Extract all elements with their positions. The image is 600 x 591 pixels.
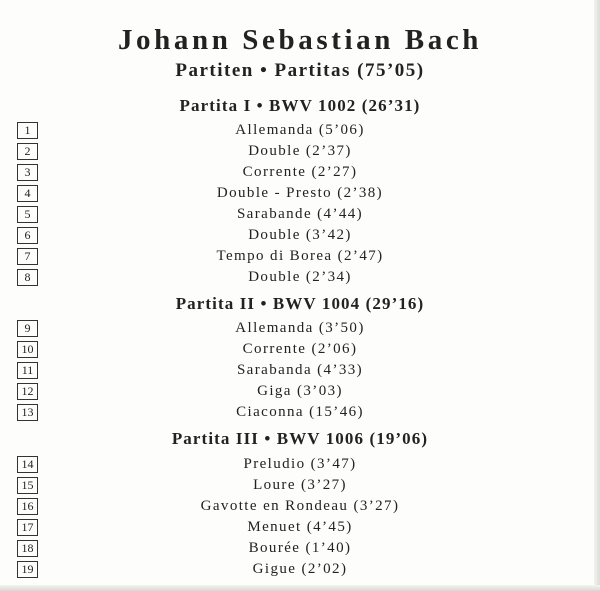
track-number: 9 <box>17 320 38 337</box>
track-row <box>0 496 600 517</box>
track-row <box>0 381 600 402</box>
section-heading: Partita I • BWV 1002 (26’31) <box>179 96 421 115</box>
track-number: 16 <box>17 498 38 515</box>
track-number: 5 <box>17 206 38 223</box>
composer-title: Johann Sebastian Bach <box>117 24 483 56</box>
track-title: Corrente (2’06) <box>242 341 358 357</box>
track-number: 11 <box>17 362 38 379</box>
track-title: Loure (3’27) <box>253 477 347 493</box>
track-number: 18 <box>17 540 38 557</box>
track-title: Tempo di Borea (2’47) <box>216 248 384 264</box>
track-row <box>0 204 600 225</box>
track-row <box>0 454 600 475</box>
track-number: 7 <box>17 248 38 265</box>
page-bottom-shadow <box>0 585 600 591</box>
track-number: 4 <box>17 185 38 202</box>
track-row <box>0 120 600 141</box>
track-title: Sarabanda (4’33) <box>236 362 364 378</box>
track-row <box>0 339 600 360</box>
track-row <box>0 183 600 204</box>
track-number: 10 <box>17 341 38 358</box>
track-number: 8 <box>17 269 38 286</box>
track-title: Corrente (2’27) <box>242 164 358 180</box>
track-row <box>0 360 600 381</box>
section-heading: Partita III • BWV 1006 (19’06) <box>171 429 429 448</box>
track-row <box>0 246 600 267</box>
section-heading: Partita II • BWV 1004 (29’16) <box>175 294 425 313</box>
track-row <box>0 538 600 559</box>
track-title: Giga (3’03) <box>257 383 343 399</box>
track-number: 6 <box>17 227 38 244</box>
track-title: Allemanda (3’50) <box>235 320 365 336</box>
track-title: Gavotte en Rondeau (3’27) <box>200 498 400 514</box>
track-number: 17 <box>17 519 38 536</box>
track-title: Sarabande (4’44) <box>236 206 364 222</box>
track-title: Menuet (4’45) <box>247 519 353 535</box>
track-number: 3 <box>17 164 38 181</box>
track-title: Double (3’42) <box>248 227 352 243</box>
track-row <box>0 225 600 246</box>
track-title: Ciaconna (15’46) <box>236 404 364 420</box>
track-row <box>0 162 600 183</box>
track-title: Bourée (1’40) <box>248 540 352 556</box>
track-number: 12 <box>17 383 38 400</box>
track-title: Double (2’37) <box>248 143 352 159</box>
track-row <box>0 517 600 538</box>
track-number: 15 <box>17 477 38 494</box>
track-row <box>0 318 600 339</box>
track-number: 1 <box>17 122 38 139</box>
track-row <box>0 141 600 162</box>
track-number: 13 <box>17 404 38 421</box>
track-title: Double - Presto (2’38) <box>216 185 384 201</box>
track-row <box>0 475 600 496</box>
track-title: Gigue (2’02) <box>252 561 348 577</box>
track-number: 19 <box>17 561 38 578</box>
album-subtitle: Partiten • Partitas (75’05) <box>175 60 425 81</box>
track-row <box>0 267 600 288</box>
track-title: Allemanda (5’06) <box>235 122 365 138</box>
track-row <box>0 559 600 580</box>
track-title: Double (2’34) <box>248 269 352 285</box>
track-number: 14 <box>17 456 38 473</box>
track-number: 2 <box>17 143 38 160</box>
track-title: Preludio (3’47) <box>243 456 357 472</box>
track-row <box>0 402 600 423</box>
